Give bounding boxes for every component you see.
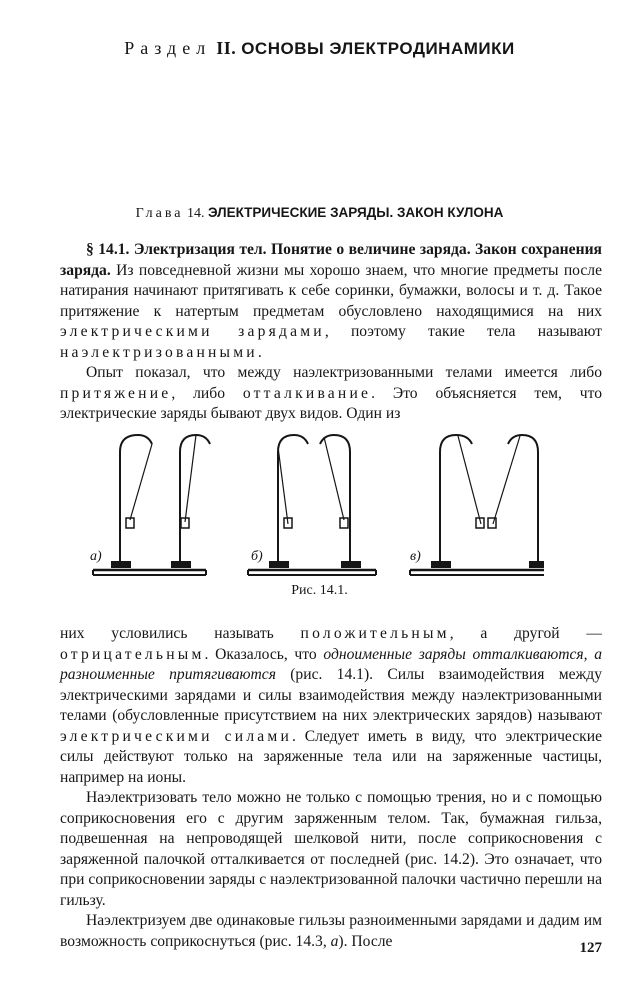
chapter-heading: [0, 205, 639, 222]
section-heading: [0, 38, 639, 59]
stand-pair-c: [410, 435, 544, 575]
stand-pair-a: [93, 435, 210, 575]
text-run: Опыт показал, что между наэлектризованными телами имеется либо: [86, 364, 602, 381]
text-block-bottom: [60, 624, 602, 952]
spaced-term: положительным: [300, 625, 450, 642]
text-run: . Следует иметь в виду, что электрические силы действуют только на заряженные тела или на заряженные частицы, например на ионы.: [60, 727, 602, 786]
stand-pair-b: [248, 435, 376, 575]
text-run: , а другой —: [449, 625, 602, 642]
text-run: ). После: [338, 932, 393, 950]
text-run: .: [257, 343, 262, 361]
spaced-term: притяжение: [60, 384, 172, 402]
spaced-term: наэлектризованными: [60, 343, 258, 361]
text-run: , поэтому такие тела называют: [324, 323, 602, 340]
text-run: . Это объясняется тем, что электрические заряды бывают двух видов. Один из: [60, 384, 602, 422]
chapter-prefix: Глава: [135, 206, 184, 221]
paragraph-sleeves: [60, 911, 602, 952]
chapter-title: ЭЛЕКТРИЧЕСКИЕ ЗАРЯДЫ. ЗАКОН КУЛОНА: [208, 205, 504, 220]
figure-caption: Рис. 14.1.: [291, 583, 348, 598]
text-run: Наэлектризуем две одинаковые гильзы разноименными зарядами и дадим им возможность соприкоснуться (рис. 14.3,: [60, 912, 602, 950]
text-run: , либо: [171, 384, 243, 402]
text-run: Из повседневной жизни мы хорошо знаем, что многие предметы после натирания начинают притягивать к себе соринки, бумажки, волосы и т. д. Такое притяжение к натертым предметам обусловлено находящимися на них: [60, 261, 602, 320]
figure-14-1: [88, 432, 544, 582]
figure-label-c: в): [410, 549, 421, 564]
page-number: 127: [579, 940, 602, 956]
paragraph-heading: § 14.1. Электризация тел. Понятие о величине заряда. Закон сохранения заряда.: [60, 241, 602, 279]
italic-letter: а: [330, 932, 339, 950]
figure-label-a: а): [90, 549, 102, 564]
section-title: ОСНОВЫ ЭЛЕКТРОДИНАМИКИ: [241, 39, 515, 58]
text-run: (рис. 14.1). Силы взаимодействия между электрическими зарядами и силы взаимодействия между наэлектризованными телами (обусловленные присутствием на них электрических зарядов) называют: [60, 666, 602, 724]
text-block-top: [60, 240, 602, 425]
italic-statement: одноименные заряды отталкиваются, а разноименные притягиваются: [60, 645, 603, 683]
text-run: . Оказалось, что: [204, 645, 324, 663]
section-prefix: Раздел: [124, 38, 212, 58]
spaced-term: электрическими силами: [60, 727, 293, 745]
text-run: них условились называть: [60, 625, 301, 642]
paragraph-attraction: [60, 363, 602, 425]
paragraph-charge-types: [60, 624, 602, 788]
paragraph-14-1: [60, 240, 602, 363]
spaced-term: отталкивание: [242, 384, 372, 402]
section-number: II.: [216, 38, 237, 58]
figure-drawing: [88, 432, 544, 582]
paragraph-contact: Наэлектризовать тело можно не только с помощью трения, но и с помощью соприкосновения его с другим заряженным телом. Так, бумажная гильза, подвешенная на непроводящей шелковой нити, после соприкосновения с заряженной палочкой отталкивается от последней (рис. 14.2). Это означает, что при соприкосновении заряды с наэлектризованной палочки частично перешли на гильзу.: [60, 789, 602, 909]
figure-label-b: б): [251, 549, 263, 564]
chapter-number: 14.: [187, 206, 205, 221]
spaced-term: отрицательным: [60, 645, 205, 663]
spaced-term: электрическими зарядами: [60, 323, 325, 340]
